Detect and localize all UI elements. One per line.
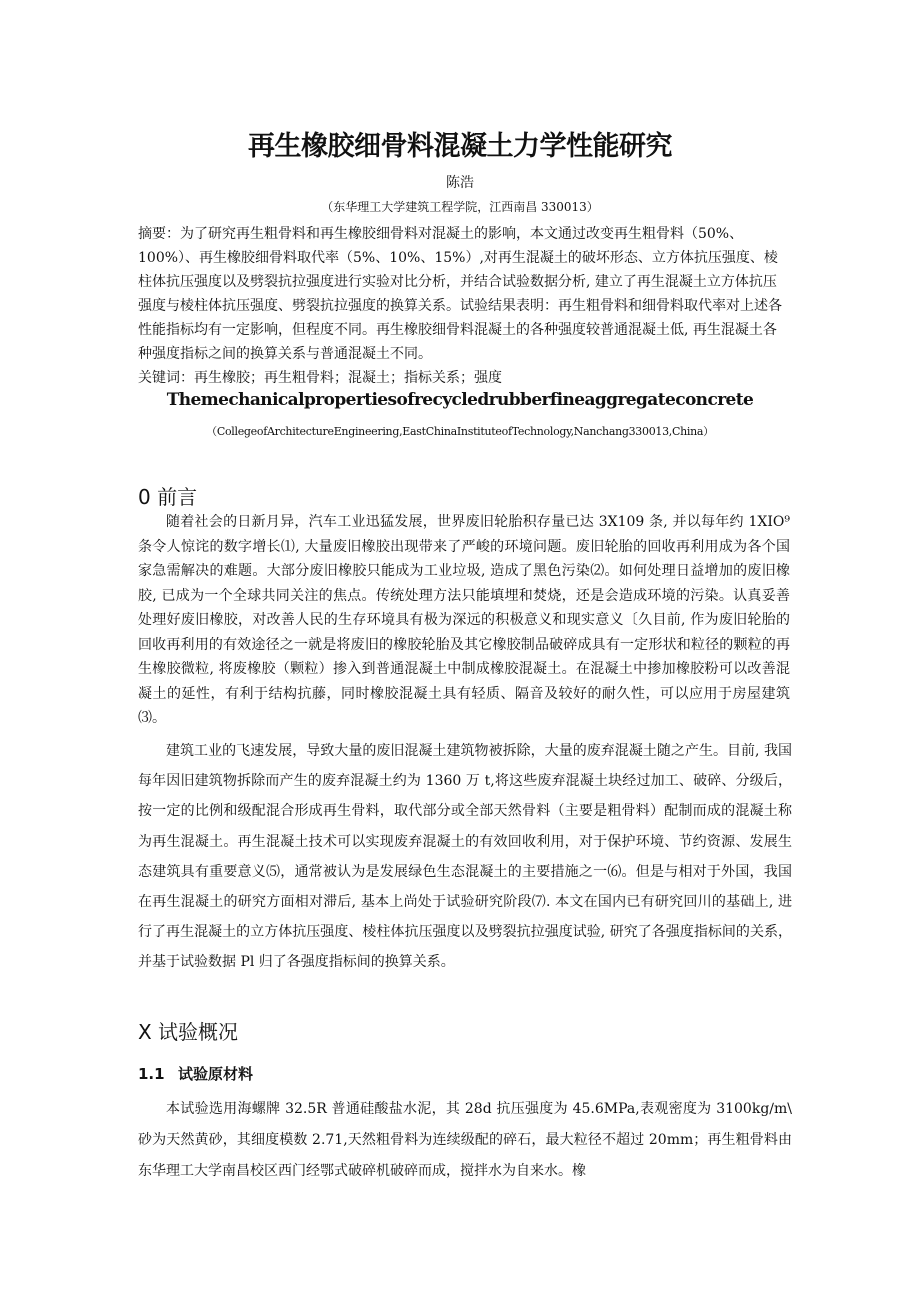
section-heading-intro: 0 前言 <box>138 485 198 509</box>
abstract-text: 摘要：为了研究再生粗骨料和再生橡胶细骨料对混凝土的影响，本文通过改变再生粗骨料（50%、100%）、再生橡胶细骨料取代率（5%、10%、15%）,对再生混凝土的破坏形态、立方体抗压强度、棱柱体抗压强度以及劈裂抗拉强度进行实验对比分析，并结合试验数据分析, 建立了再生混凝土立方体抗压强度与棱柱体抗压强度、劈裂抗拉强度的换算关系。试验结果表明：再生粗骨料和细骨料取代率对上述各性能指标均有一定影响，但程度不同。再生橡胶细骨料混凝土的各种强度较普通混凝土低, 再生混凝土各种强度指标之间的换算关系与普通混凝土不同。 <box>138 226 782 362</box>
author-affiliation: （东华理工大学建筑工程学院，江西南昌 330013） <box>321 200 599 214</box>
materials-paragraph-1: 本试验选用海螺牌 32.5R 普通硅酸盐水泥，其 28d 抗压强度为 45.6MPa,表观密度为 3100kg∕m\ 砂为天然黄砂，其细度模数 2.71,天然粗骨料为连续级配的碎石，最大粒径不超过 20mm；再生粗骨料由东华理工大学南昌校区西门经鄂式破碎机破碎而成，搅拌水为自来水。橡 <box>138 1101 792 1179</box>
subsection-number: 1.1 <box>138 1065 165 1083</box>
english-affiliation: （CollegeofArchitectureEngineering,EastChinaInstituteofTechnology,Nanchang330013,China） <box>206 425 714 438</box>
intro-section-body <box>138 510 790 731</box>
intro-paragraph-2: 建筑工业的飞速发展，导致大量的废旧混凝土建筑物被拆除，大量的废弃混凝土随之产生。目前, 我国每年因旧建筑物拆除而产生的废弃混凝土约为 1360 万 t,将这些废弃混凝土块经过加工、破碎、分级后，按一定的比例和级配混合形成再生骨料，取代部分或全部天然骨料（主要是粗骨料）配制而成的混凝土称为再生混凝土。再生混凝土技术可以实现废弃混凝土的有效回收利用，对于保护环境、节约资源、发展生态建筑具有重要意义⑸，通常被认为是发展绿色生态混凝土的主要措施之一⑹。但是与相对于外国，我国在再生混凝土的研究方面相对滞后, 基本上尚处于试验研究阶段⑺. 本文在国内已有研究回川的基础上, 进行了再生混凝土的立方体抗压强度、棱柱体抗压强度以及劈裂抗拉强度试验, 研究了各强度指标间的关系，并基于试验数据 Pl 归了各强度指标间的换算关系。 <box>138 743 792 971</box>
paper-title: 再生橡胶细骨料混凝土力学性能研究 <box>248 131 672 162</box>
subsection-heading <box>138 1063 253 1084</box>
intro-paragraph-1: 随着社会的日新月异，汽车工业迅猛发展，世界废旧轮胎积存量已达 3X109 条, 并以每年约 1XIO⁹ 条令人惊诧的数字增长⑴, 大量废旧橡胶出现带来了严峻的环境问题。废旧轮胎的回收再利用成为各个国家急需解决的难题。大部分废旧橡胶只能成为工业垃圾, 造成了黑色污染⑵。如何处理日益增加的废旧橡胶, 已成为一个全球共同关注的焦点。传统处理方法只能填埋和焚烧，还是会造成环境的污染。认真妥善处理好废旧橡胶，对改善人民的生存环境具有极为深远的积极意义和现实意义〔久目前, 作为废旧轮胎的回收再利用的有效途径之一就是将废旧的橡胶轮胎及其它橡胶制品破碎成具有一定形状和粒径的颗粒的再生橡胶微粒, 将废橡胶（颗粒）掺入到普通混凝土中制成橡胶混凝土。在混凝土中掺加橡胶粉可以改善混凝土的延性，有利于结构抗藤，同时橡胶混凝土具有轻质、隔音及较好的耐久性，可以应用于房屋建筑⑶。 <box>138 514 790 726</box>
english-title: Themechanicalpropertiesofrecycledrubberfineaggregateconcrete <box>166 390 754 410</box>
subsection-title: 试验原材料 <box>178 1065 254 1083</box>
keywords: 关键词：再生橡胶；再生粗骨料；混凝土；指标关系；强度 <box>138 370 502 386</box>
section-heading-test: X 试验概况 <box>138 1020 239 1044</box>
paper-author: 陈浩 <box>446 175 474 191</box>
abstract <box>138 222 788 366</box>
intro-section-body-2 <box>138 736 792 978</box>
materials-section-body <box>138 1094 792 1187</box>
